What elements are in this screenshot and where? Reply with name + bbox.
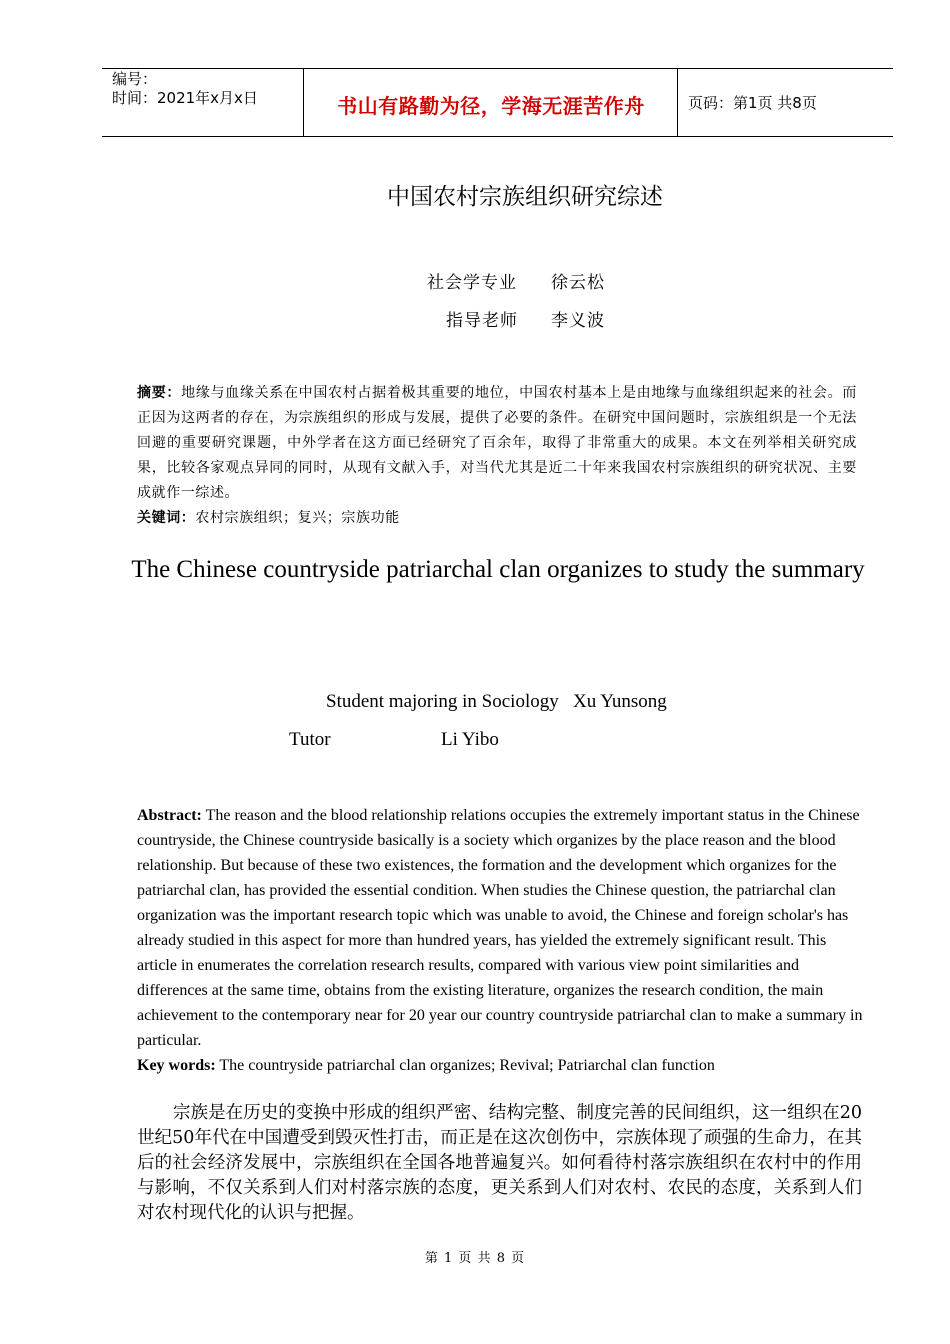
cn-abstract-label: 摘要： [137, 385, 182, 401]
cn-abstract-text: 地缘与血缘关系在中国农村占据着极其重要的地位，中国农村基本上是由地缘与血缘组织起来的社会。而正因为这两者的存在，为宗族组织的形成与发展，提供了必要的条件。在研究中国问题时，宗族组织是一个无法回避的重要研究课题，中外学者在这方面已经研究了百余年，取得了非常重大的成果。本文在列举相关研究成果，比较各家观点异同的同时，从现有文献入手，对当代尤其是近二十年来我国农村宗族组织的研究状况、主要成就作一综述。 [137, 385, 857, 501]
en-abstract-paragraph [137, 803, 864, 1053]
en-author: Student majoring in Sociology Xu Yunsong [326, 691, 667, 712]
cn-keywords-text: 农村宗族组织；复兴；宗族功能 [195, 510, 400, 526]
cn-author-line [427, 268, 517, 293]
en-tutor-name: Li Yibo [441, 729, 499, 750]
header-motto: 书山有路勤为径，学海无涯苦作舟 [337, 94, 645, 118]
cn-abstract-paragraph [137, 381, 857, 506]
cn-author-name: 徐云松 [551, 273, 605, 293]
body-paragraph: 宗族是在历史的变换中形成的组织严密、结构完整、制度完善的民间组织，这一组织在20世纪50年代在中国遭受到毁灭性打击，而正是在这次创伤中，宗族体现了顽强的生命力，在其后的社会经济发展中，宗族组织在全国各地普遍复兴。如何看待村落宗族组织在农村中的作用与影响，不仅关系到人们对村落宗族的态度，更关系到人们对农村、农民的态度，关系到人们对农村现代化的认识与把握。 [137, 1103, 862, 1223]
en-keywords-label: Key words: [137, 1057, 216, 1074]
en-keywords [137, 1053, 864, 1078]
cn-tutor-label: 指导老师 [446, 311, 518, 331]
cn-abstract [137, 381, 857, 531]
en-title: The Chinese countryside patriarchal clan organizes to study the summary [131, 556, 865, 583]
cn-tutor-name: 李义波 [551, 311, 605, 331]
en-abstract-label: Abstract: [137, 807, 202, 824]
en-keywords-text: The countryside patriarchal clan organizes; Revival; Patriarchal clan function [215, 1057, 715, 1074]
header-page-label: 页码：第1页 共8页 [688, 94, 817, 112]
page-footer: 第 1 页 共 8 页 [424, 1251, 526, 1266]
en-abstract [137, 803, 864, 1078]
en-tutor-label: Tutor [289, 729, 331, 750]
cn-keywords [137, 506, 857, 531]
number-label: 编号： [112, 70, 158, 88]
cn-keywords-label: 关键词： [137, 510, 196, 526]
header-top-rule [102, 68, 893, 69]
header-meta [112, 70, 258, 108]
header-bottom-rule [102, 136, 893, 137]
en-abstract-text: The reason and the blood relationship relations occupies the extremely important status in the Chinese countryside, the Chinese countryside basically is a society which organizes by the place reason and the blood relationship. But because of these two existences, the formation and the development which organizes for the patriarchal clan, has provided the essential condition. When studies the Chinese question, the patriarchal clan organization was the important research topic which was unable to avoid, the Chinese and foreign scholar's has already studied in this aspect for more than hundred years, has yielded the extremely significant result. This article in enumerates the correlation research results, compared with various view point similarities and differences at the same time, obtains from the existing literature, organizes the research condition, the main achievement to the contemporary near for 20 year our country countryside patriarchal clan to make a summary in particular. [137, 807, 863, 1049]
cn-author-major: 社会学专业 [427, 273, 517, 293]
cn-title: 中国农村宗族组织研究综述 [387, 184, 663, 210]
time-label: 时间：2021年x月x日 [112, 89, 258, 107]
